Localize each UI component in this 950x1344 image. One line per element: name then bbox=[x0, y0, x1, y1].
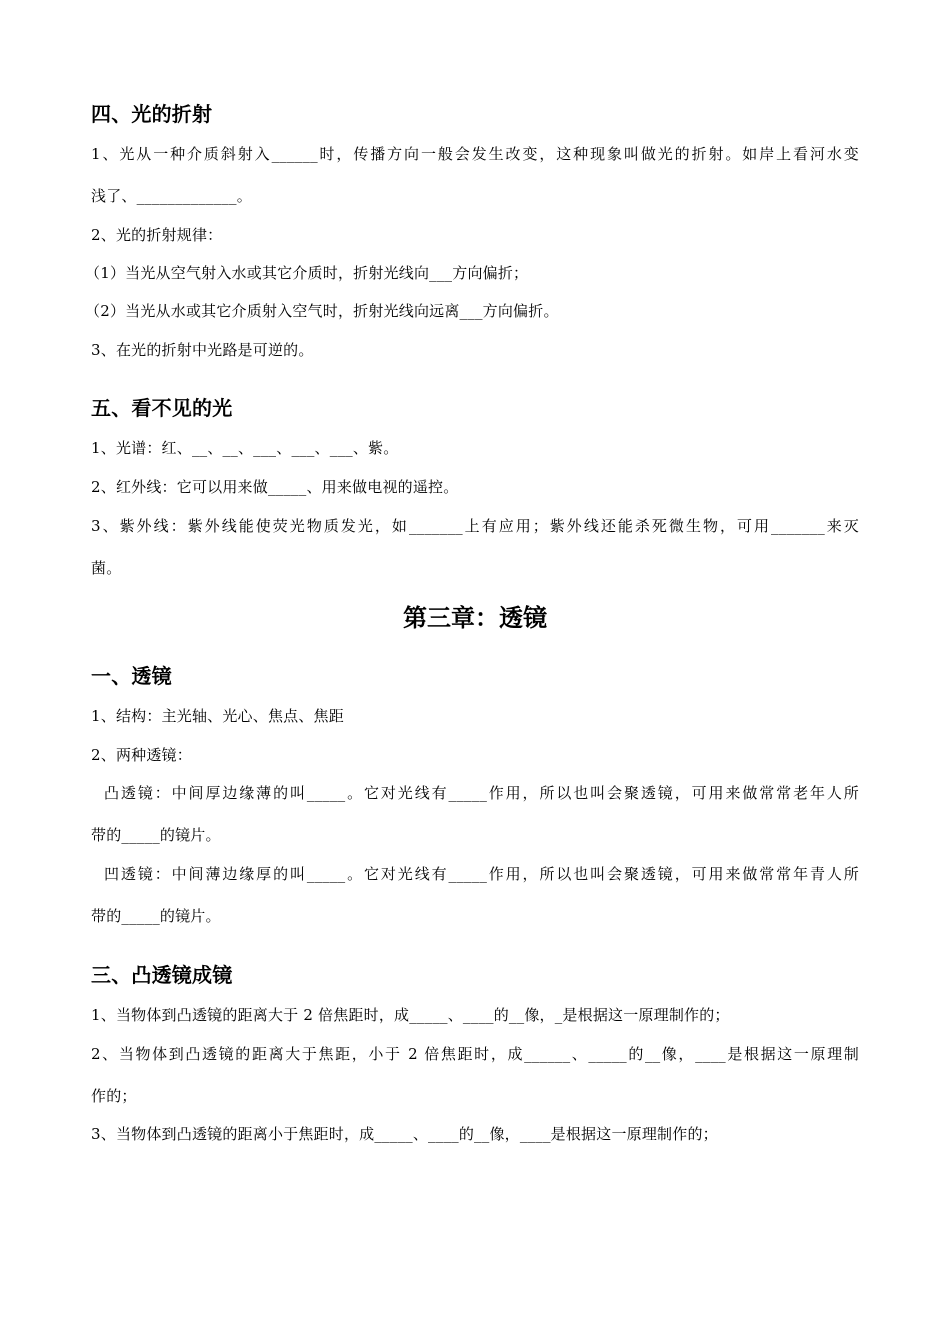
paragraph-ultraviolet: 3、紫外线：紫外线能使荧光物质发光，如_______上有应用；紫外线还能杀死微生物，可用_______来灭 bbox=[91, 517, 859, 535]
paragraph-refraction-law: 2、光的折射规律： bbox=[91, 226, 223, 244]
paragraph-infrared: 2、红外线：它可以用来做_____、用来做电视的遥控。 bbox=[91, 478, 459, 496]
paragraph-convex-lens-cont: 带的_____的镜片。 bbox=[91, 826, 221, 844]
section-heading-lens: 一、透镜 bbox=[91, 664, 172, 688]
paragraph-concave-lens: 凹透镜：中间薄边缘厚的叫_____。它对光线有_____作用，所以也叫会聚透镜，可用来做常常年青人所 bbox=[104, 865, 859, 883]
paragraph-convex-lens: 凸透镜：中间厚边缘薄的叫_____。它对光线有_____作用，所以也叫会聚透镜，可用来做常常老年人所 bbox=[104, 784, 859, 802]
paragraph-imaging-case-2-cont: 作的； bbox=[91, 1087, 137, 1105]
paragraph-refraction-definition: 1、光从一种介质斜射入______时，传播方向一般会发生改变，这种现象叫做光的折射。如岸上看河水变 bbox=[91, 145, 859, 163]
section-heading-refraction: 四、光的折射 bbox=[91, 102, 213, 126]
paragraph-imaging-case-1: 1、当物体到凸透镜的距离大于 2 倍焦距时，成_____、____的__像，_是根据这一原理制作的； bbox=[91, 1006, 730, 1024]
paragraph-lens-types: 2、两种透镜： bbox=[91, 746, 192, 764]
paragraph-refraction-law-1: （1）当光从空气射入水或其它介质时，折射光线向___方向偏折； bbox=[85, 264, 529, 282]
paragraph-imaging-case-2: 2、当物体到凸透镜的距离大于焦距，小于 2 倍焦距时，成______、_____的__像，____是根据这一原理制 bbox=[91, 1045, 859, 1063]
paragraph-refraction-law-2: （2）当光从水或其它介质射入空气时，折射光线向远离___方向偏折。 bbox=[85, 302, 559, 320]
paragraph-imaging-case-3: 3、当物体到凸透镜的距离小于焦距时，成_____、____的__像，____是根据这一原理制作的； bbox=[91, 1125, 718, 1143]
paragraph-ultraviolet-cont: 菌。 bbox=[91, 559, 122, 577]
paragraph-spectrum: 1、光谱：红、__、__、___、___、___、紫。 bbox=[91, 439, 399, 457]
paragraph-reversible-path: 3、在光的折射中光路是可逆的。 bbox=[91, 341, 314, 359]
paragraph-refraction-definition-cont: 浅了、_____________。 bbox=[91, 187, 252, 205]
paragraph-lens-structure: 1、结构：主光轴、光心、焦点、焦距 bbox=[91, 707, 344, 725]
paragraph-concave-lens-cont: 带的_____的镜片。 bbox=[91, 907, 221, 925]
chapter-title: 第三章：透镜 bbox=[403, 604, 547, 632]
section-heading-convex-imaging: 三、凸透镜成镜 bbox=[91, 963, 233, 987]
section-heading-invisible-light: 五、看不见的光 bbox=[91, 396, 233, 420]
